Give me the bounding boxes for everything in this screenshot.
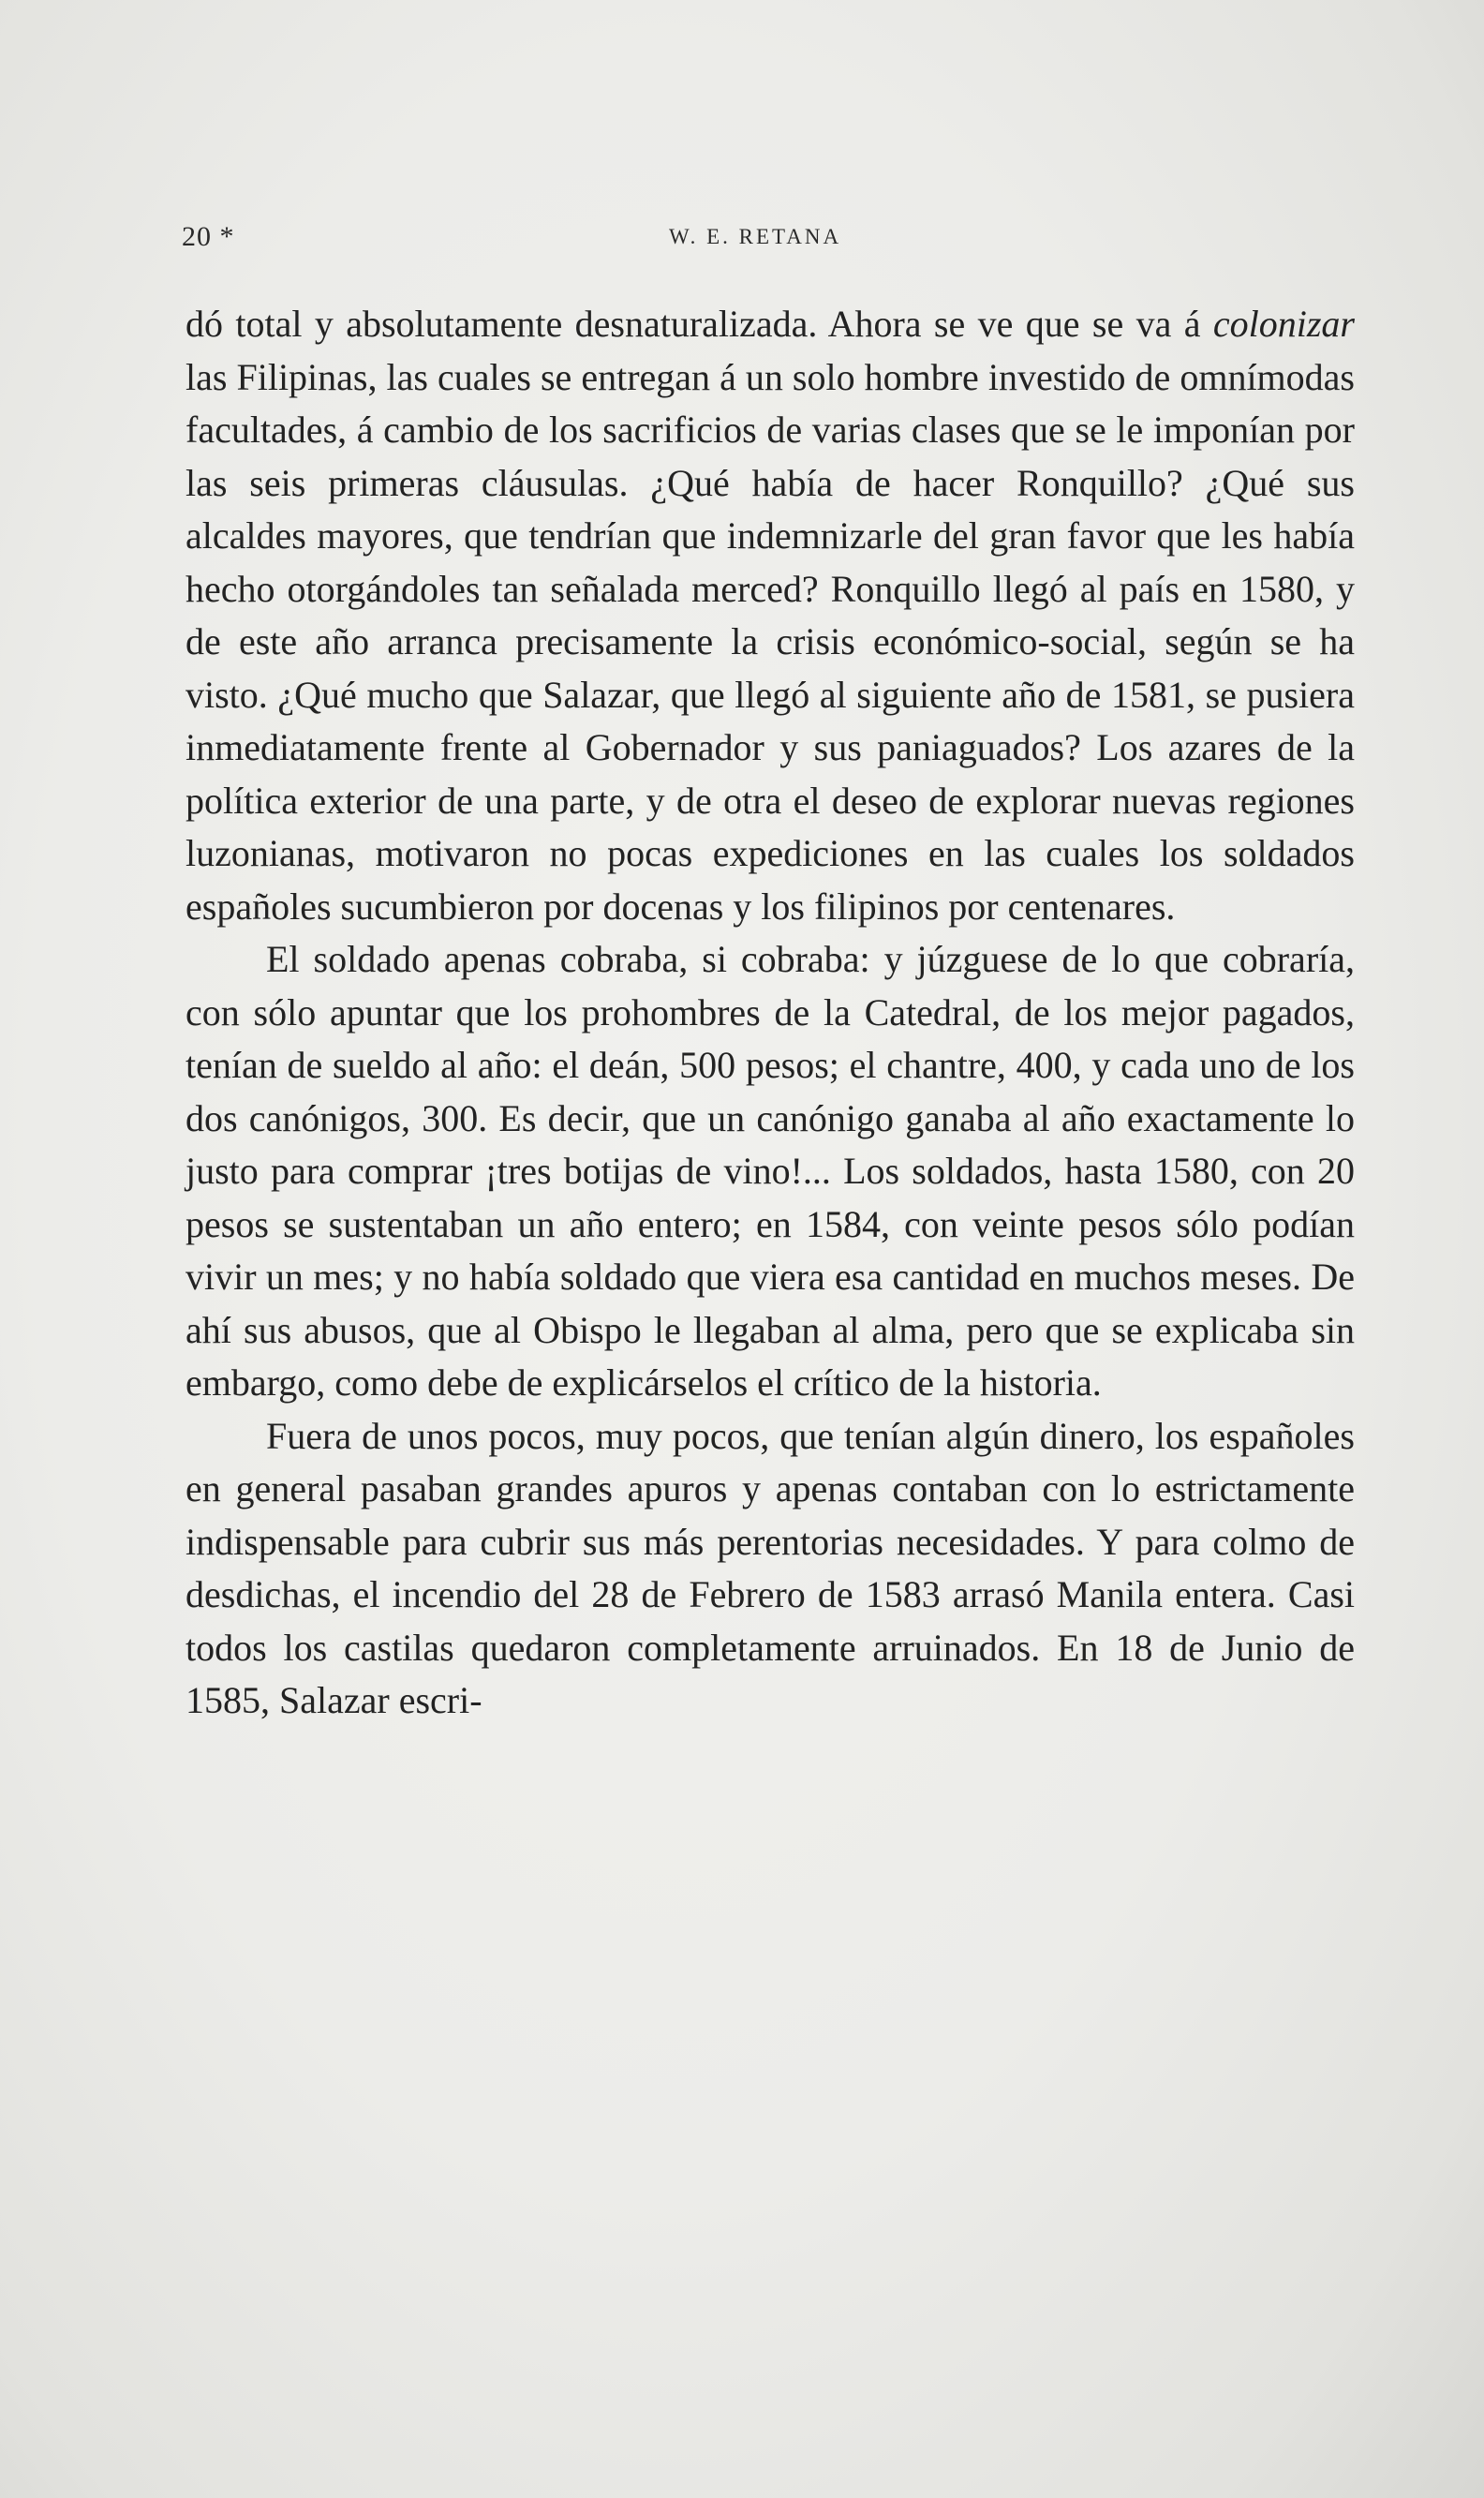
paragraph-1-italic-colonizar: colonizar bbox=[1212, 303, 1355, 345]
page-number: 20 * bbox=[182, 221, 235, 252]
body-text bbox=[186, 298, 1355, 1728]
running-head bbox=[182, 221, 1353, 268]
paragraph-1-text-b: las Filipinas, las cuales se entregan á un solo hombre investido de omnímodas facultades, á cambio de los sacrificios de varias clases que se le imponían por las seis primeras cláusulas. ¿Qué había de hacer Ronquillo? ¿Qué sus alcaldes mayores, que tendrían que indemnizarle del gran favor que les había hecho otorgándoles tan señalada merced? Ronquillo llegó al país en 1580, y de este año arranca precisamente la crisis económico-social, según se ha visto. ¿Qué mucho que Salazar, que llegó al siguiente año de 1581, se pusiera inmediatamente frente al Gobernador y sus paniaguados? Los azares de la política exterior de una parte, y de otra el deseo de explorar nuevas regiones luzonianas, motivaron no pocas expediciones en las cuales los soldados españoles sucumbieron por docenas y los filipinos por centenares. bbox=[186, 355, 1355, 928]
paragraph-3: Fuera de unos pocos, muy pocos, que tenían algún dinero, los españoles en general pasaban grandes apuros y apenas contaban con lo estrictamente indispensable para cubrir sus más perentorias necesidades. Y para colmo de desdichas, el incendio del 28 de Febrero de 1583 arrasó Manila entera. Casi todos los castilas quedaron completamente arruinados. En 18 de Junio de 1585, Salazar escri- bbox=[186, 1414, 1355, 1721]
paragraph-1 bbox=[186, 298, 1355, 933]
paragraph-1-text-a: dó total y absolutamente desnaturalizada. Ahora se ve que se va á bbox=[186, 303, 1213, 345]
running-head-author: W. E. RETANA bbox=[669, 225, 842, 248]
paragraph-2: El soldado apenas cobraba, si cobraba: y júzguese de lo que cobraría, con sólo apuntar que los prohombres de la Catedral, de los mejor pagados, tenían de sueldo al año: el deán, 500 pesos; el chantre, 400, y cada uno de los dos canónigos, 300. Es decir, que un canónigo ganaba al año exactamente lo justo para comprar ¡tres botijas de vino!... Los soldados, hasta 1580, con 20 pesos se sustentaban un año entero; en 1584, con veinte pesos sólo podían vivir un mes; y no había soldado que viera esa cantidad en muchos meses. De ahí sus abusos, que al Obispo le llegaban al alma, pero que se explicaba sin embargo, como debe de explicárselos el crítico de la historia. bbox=[186, 938, 1355, 1404]
